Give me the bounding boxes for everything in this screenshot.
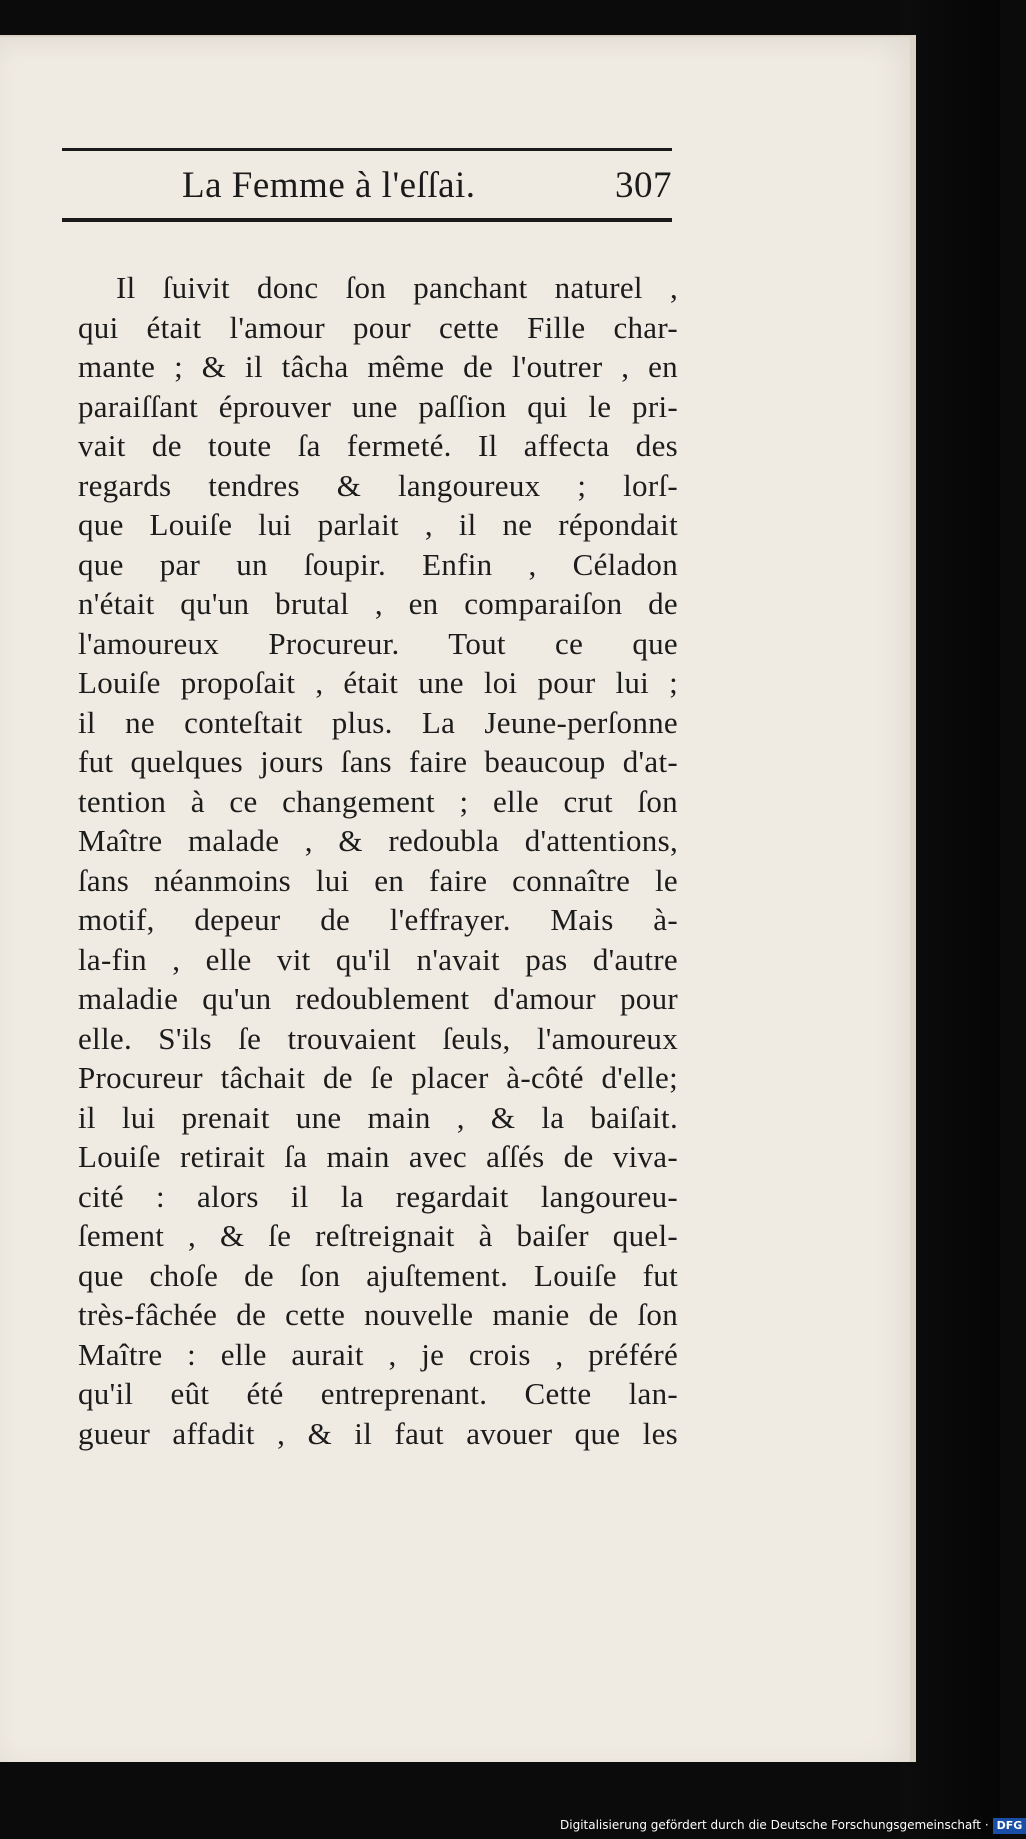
text-line: gueur affadit , & il faut avouer que les [78, 1415, 678, 1451]
text-line: ſans néanmoins lui en faire connaître le [78, 862, 678, 898]
text-line: Louiſe propoſait , était une loi pour lui ; [78, 665, 678, 700]
header-rule-top [62, 148, 672, 151]
text-line: ſement , & ſe reſtreignait à baiſer quel- [78, 1218, 678, 1253]
text-line: elle. S'ils ſe trouvaient ſeuls, l'amoureux [78, 1020, 678, 1056]
text-line: qu'il eût été entreprenant. Cette lan- [78, 1376, 678, 1411]
dfg-logo: DFG [993, 1818, 1026, 1834]
text-line: mante ; & il tâcha même de l'outrer , en [78, 349, 678, 384]
text-line: n'était qu'un brutal , en comparaiſon de [78, 586, 678, 621]
text-line: Maître malade , & redoubla d'attentions, [78, 823, 678, 858]
text-line: fut quelques jours ſans faire beaucoup d'at- [78, 744, 678, 779]
text-line: très-fâchée de cette nouvelle manie de ſon [78, 1297, 678, 1332]
text-line: Procureur tâchait de ſe placer à-côté d'elle; [78, 1060, 678, 1095]
running-title: La Femme à l'eſſai. [182, 165, 476, 206]
text-line: il lui prenait une main , & la baiſait. [78, 1099, 678, 1135]
text-line: regards tendres & langoureux ; lorſ- [78, 467, 678, 503]
page-number: 307 [615, 165, 672, 206]
text-line: maladie qu'un redoublement d'amour pour [78, 981, 678, 1016]
running-head [62, 160, 672, 215]
text-line: que Louiſe lui parlait , il ne répondait [78, 507, 678, 542]
text-line: Louiſe retirait ſa main avec aſſés de viva- [78, 1139, 678, 1174]
text-line: que choſe de ſon ajuſtement. Louiſe fut [78, 1257, 678, 1293]
text-line: tention à ce changement ; elle crut ſon [78, 783, 678, 819]
text-line: motif, depeur de l'effrayer. Mais à- [78, 902, 678, 937]
text-line: l'amoureux Procureur. Tout ce que [78, 625, 678, 661]
digitization-footer [560, 1815, 1023, 1835]
text-line: qui était l'amour pour cette Fille char- [78, 309, 678, 345]
text-line: Maître : elle aurait , je crois , préféré [78, 1336, 678, 1372]
body-text [78, 268, 678, 1453]
text-line: la-fin , elle vit qu'il n'avait pas d'autre [78, 941, 678, 977]
text-line: il ne conteſtait plus. La Jeune-perſonne [78, 704, 678, 740]
text-line: cité : alors il la regardait langoureu- [78, 1178, 678, 1214]
header-rule-bottom [62, 218, 672, 222]
text-line: vait de toute ſa fermeté. Il affecta des [78, 428, 678, 463]
text-line: Il ſuivit donc ſon panchant naturel , [116, 270, 678, 305]
footer-text: Digitalisierung gefördert durch die Deutsche Forschungsgemeinschaft · [560, 1818, 989, 1832]
text-line: paraiſſant éprouver une paſſion qui le pri- [78, 388, 678, 424]
text-line: que par un ſoupir. Enfin , Céladon [78, 546, 678, 582]
